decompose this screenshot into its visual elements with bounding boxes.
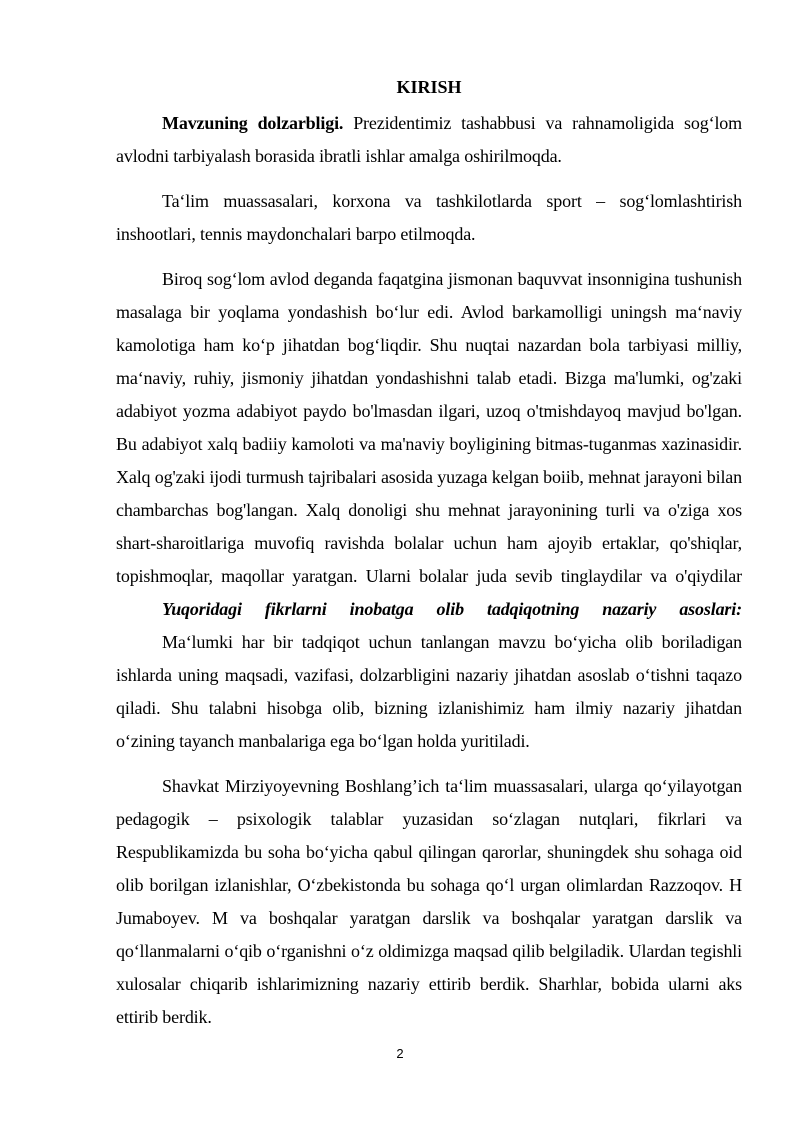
paragraph-relevance: [116, 107, 742, 173]
paragraph-theoretical-basis-heading: [116, 593, 742, 626]
relevance-heading: Mavzuning dolzarbligi.: [162, 113, 344, 133]
paragraph-research-goal: Ma‘lumki har bir tadqiqot uchun tanlangan mavzu bo‘yicha olib boriladigan ishlarda uning maqsadi, vazifasi, dolzarbligini nazariy jihatdan asoslab o‘tishni taqazo qiladi. Shu talabni hisobga olib, bizning izlanishimiz ham ilmiy nazariy jihatdan o‘zining tayanch manbalariga ega bo‘lgan holda yuritiladi.: [116, 632, 742, 751]
paragraph-healthy-generation: Biroq sog‘lom avlod deganda faqatgina jismonan baquvvat insonnigina tushunish masalaga bir yoqlama yondashish bo‘lur edi. Avlod barkamolligi uningsh ma‘naviy kamolotiga ham ko‘p jihatdan bog‘liqdir. Shu nuqtai nazardan bola tarbiyasi milliy, ma‘naviy, ruhiy, jismoniy jihatdan yondashishni talab etadi. Bizga ma'lumki, og'zaki adabiyot yozma adabiyot paydo bo'lmasdan ilgari, uzoq o'tmishdayoq mavjud bo'lgan. Bu adabiyot xalq badiiy kamoloti va ma'naviy boyligining bitmas-tuganmas xazinasidir. Xalq og'zaki ijodi turmush tajribalari asosida yuzaga kelgan boiib, mehnat jarayoni bilan chambarchas bog'langan. Xalq donoligi shu mehnat jarayonining turli va o'ziga xos shart-sharoitlariga muvofiq ravishda bolalar uchun ham ajoyib ertaklar, qo'shiqlar, topishmoqlar, maqollar yaratgan. Ularni bolalar juda sevib tinglaydilar va o'qiydilar: [116, 269, 742, 586]
paragraph-literature-review: Shavkat Mirziyoyevning Boshlang’ich ta‘lim muassasalari, ularga qo‘yilayotgan pedagogik – psixologik talablar yuzasidan so‘zlagan nutqlari, fikrlari va Respublikamizda bu soha bo‘yicha qabul qilingan qarorlar, shuningdek shu sohaga oid olib borilgan izlanishlar, O‘zbekistonda bu sohaga qo‘l urgan olimlardan Razzoqov. H Jumaboyev. M va boshqalar yaratgan darslik va boshqalar yaratgan darslik va qo‘llanmalarni o‘qib o‘rganishni o‘z oldimizga maqsad qilib belgiladik. Ulardan tegishli xulosalar chiqarib ishlarimizning nazariy ettirib berdik. Sharhlar, bobida ularni aks ettirib berdik.: [116, 776, 742, 1027]
document-page: [116, 75, 742, 1034]
theoretical-basis-heading: Yuqoridagi fikrlarni inobatga olib tadqiqotning nazariy asoslari:: [162, 599, 742, 619]
page-number: 2: [396, 1046, 404, 1061]
paragraph-sports-facilities: Ta‘lim muassasalari, korxona va tashkilotlarda sport – sog‘lomlashtirish inshootlari, tennis maydonchalari barpo etilmoqda.: [116, 191, 742, 244]
section-title: KIRISH: [396, 77, 462, 97]
relevance-text: Prezidentimiz tashabbusi va rahnamoligida sog‘lom avlodni tarbiyalash borasida ibratli ishlar amalga oshirilmoqda.: [116, 113, 742, 166]
